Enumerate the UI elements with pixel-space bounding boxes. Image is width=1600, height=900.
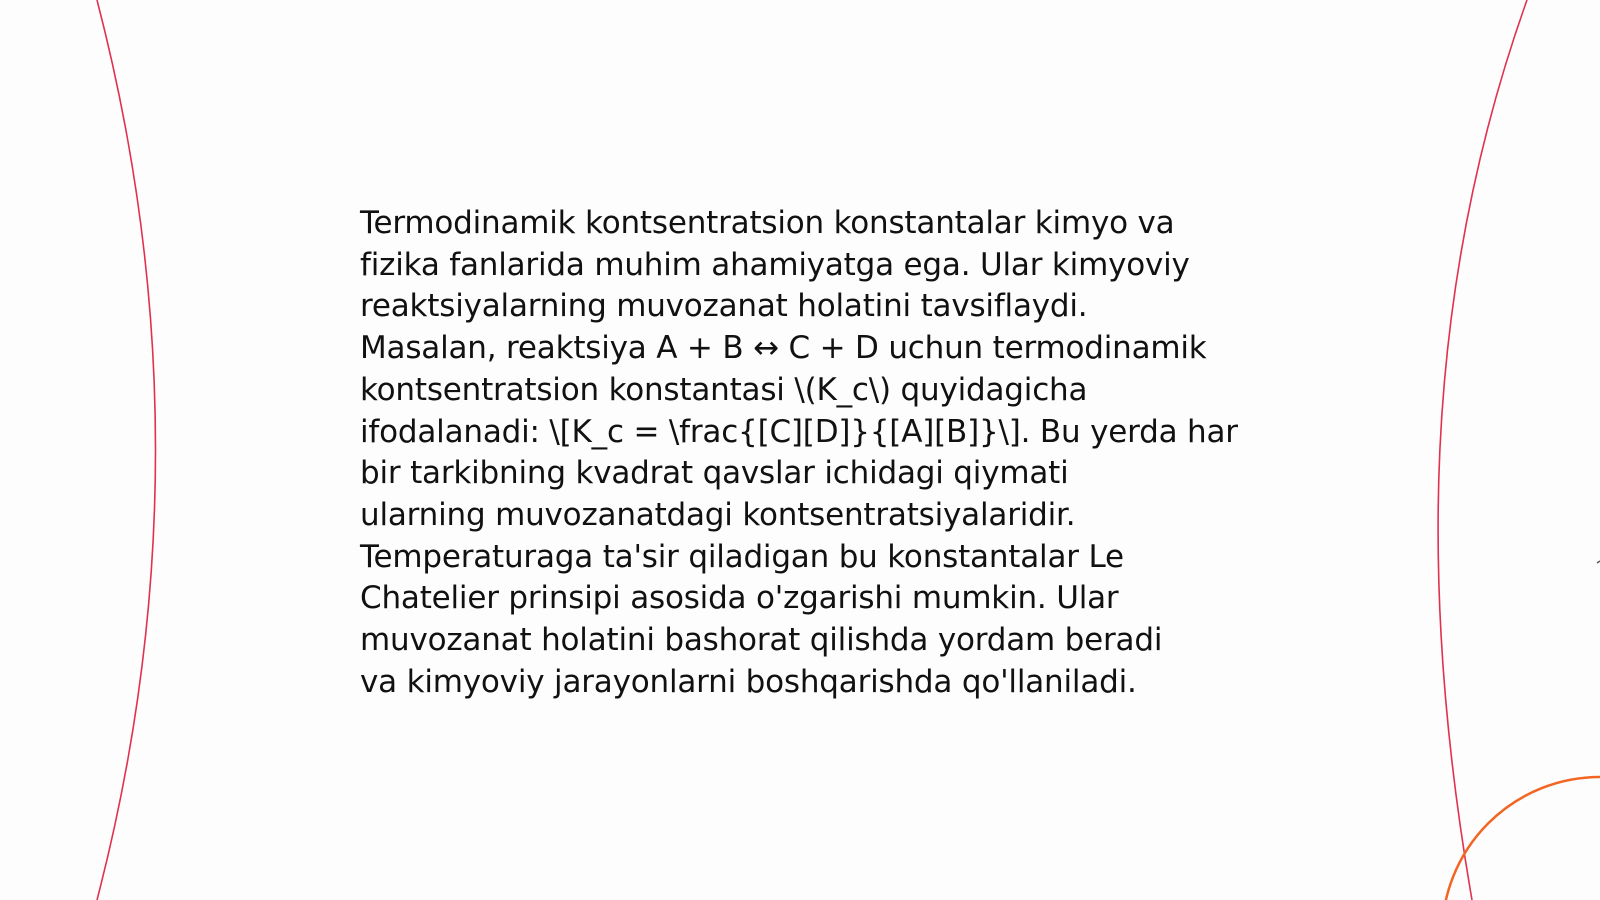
body-paragraph: Termodinamik kontsentratsion konstantalar kimyo va fizika fanlarida muhim ahamiyatga ega. Ular kimyoviy reaktsiyalarning muvozanat holatini tavsiflaydi. Masalan, reaktsiya A + B ↔ C + D uchun termodinamik kontsentratsion konstantasi \(K_c\) quyidagicha ifodalanadi: \[K_c = \frac{[C][D]}{[A][B]}\]. Bu yerda har bir tarkibning kvadrat qavslar ichidagi qiymati ularning muvozanatdagi kontsentratsiyalaridir. Temperaturaga ta'sir qiladigan bu konstantalar Le Chatelier prinsipi asosida o'zgarishi mumkin. Ular muvozanat holatini bashorat qilishda yordam beradi va kimyoviy jarayonlarni boshqarishda qo'llaniladi. [360, 205, 1238, 700]
orange-circle [1442, 777, 1600, 900]
left-curve [97, 0, 156, 900]
right-curve [1438, 0, 1527, 900]
